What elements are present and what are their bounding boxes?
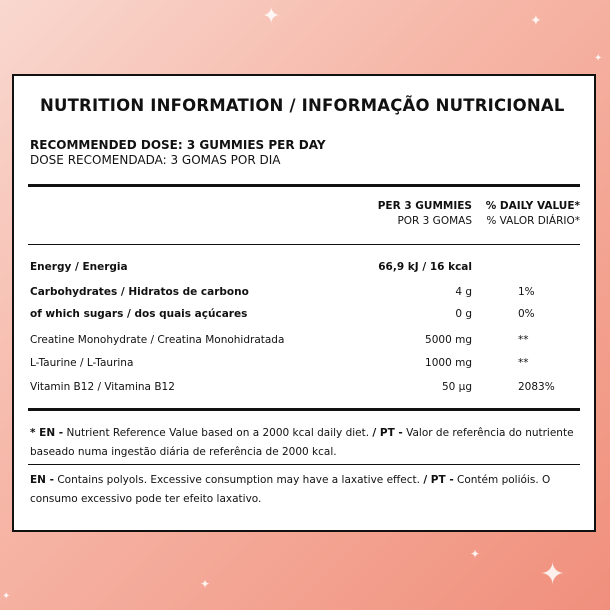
sparkle-icon: ✦ [2, 591, 11, 602]
row-label-taurine: L-Taurine / L-Taurina [30, 357, 134, 369]
footnote-polyols [30, 471, 585, 509]
footnote-polyols-pt: Contém polióis. O consumo excessivo pode ter efeito laxativo. [30, 474, 551, 505]
column-header-per-serving: PER 3 GUMMIES [377, 200, 472, 212]
row-dv-vitamin-b12: 2083% [518, 381, 555, 393]
sparkle-icon: ✦ [470, 547, 481, 561]
footnote-nrv-pt-tag: / PT - [372, 427, 403, 439]
row-amount-vitamin-b12: 50 µg [441, 381, 472, 393]
row-amount-creatine: 5000 mg [425, 334, 472, 346]
footnote-nrv-pt: Valor de referência do nutriente baseado numa ingestão diária de referência de 2000 kcal. [30, 427, 574, 458]
sparkle-icon: ✦ [594, 53, 603, 64]
footnote-polyols-en: Contains polyols. Excessive consumption may have a laxative effect. [53, 474, 424, 486]
row-dv-taurine: ** [518, 357, 529, 369]
divider [28, 184, 580, 187]
sparkle-icon: ✦ [540, 557, 566, 592]
footnote-nrv-en: Nutrient Reference Value based on a 2000 kcal daily diet. [63, 427, 373, 439]
row-dv-creatine: ** [518, 334, 529, 346]
column-header-per-serving-pt: POR 3 GOMAS [397, 215, 472, 227]
row-amount-sugars: 0 g [455, 308, 472, 320]
sparkle-icon: ✦ [262, 4, 281, 29]
footnote-polyols-pt-tag: / PT - [423, 474, 454, 486]
recommended-dose-en: RECOMMENDED DOSE: 3 GUMMIES PER DAY [30, 138, 326, 152]
row-label-carbohydrates: Carbohydrates / Hidratos de carbono [30, 286, 249, 298]
divider [28, 408, 580, 411]
divider [28, 244, 580, 245]
row-amount-carbohydrates: 4 g [455, 286, 472, 298]
row-label-vitamin-b12: Vitamin B12 / Vitamina B12 [30, 381, 175, 393]
row-label-sugars: of which sugars / dos quais açúcares [30, 308, 248, 320]
divider [28, 464, 580, 465]
recommended-dose-pt: DOSE RECOMENDADA: 3 GOMAS POR DIA [30, 153, 281, 167]
sparkle-icon: ✦ [530, 13, 542, 29]
column-header-daily-value: % DAILY VALUE* [485, 200, 580, 212]
row-label-energy: Energy / Energia [30, 261, 128, 273]
row-label-creatine: Creatine Monohydrate / Creatina Monohidratada [30, 334, 285, 346]
row-amount-energy: 66,9 kJ / 16 kcal [378, 261, 472, 273]
column-header-daily-value-pt: % VALOR DIÁRIO* [486, 215, 580, 227]
footnote-nrv [30, 424, 585, 462]
sparkle-icon: ✦ [200, 577, 211, 591]
footnote-polyols-prefix: EN - [30, 474, 54, 486]
nutrition-panel [12, 74, 596, 532]
footnote-nrv-prefix: * EN - [30, 427, 64, 439]
page-title: NUTRITION INFORMATION / INFORMAÇÃO NUTRICIONAL [40, 96, 565, 115]
row-dv-sugars: 0% [518, 308, 535, 320]
row-amount-taurine: 1000 mg [425, 357, 472, 369]
row-dv-carbohydrates: 1% [518, 286, 535, 298]
